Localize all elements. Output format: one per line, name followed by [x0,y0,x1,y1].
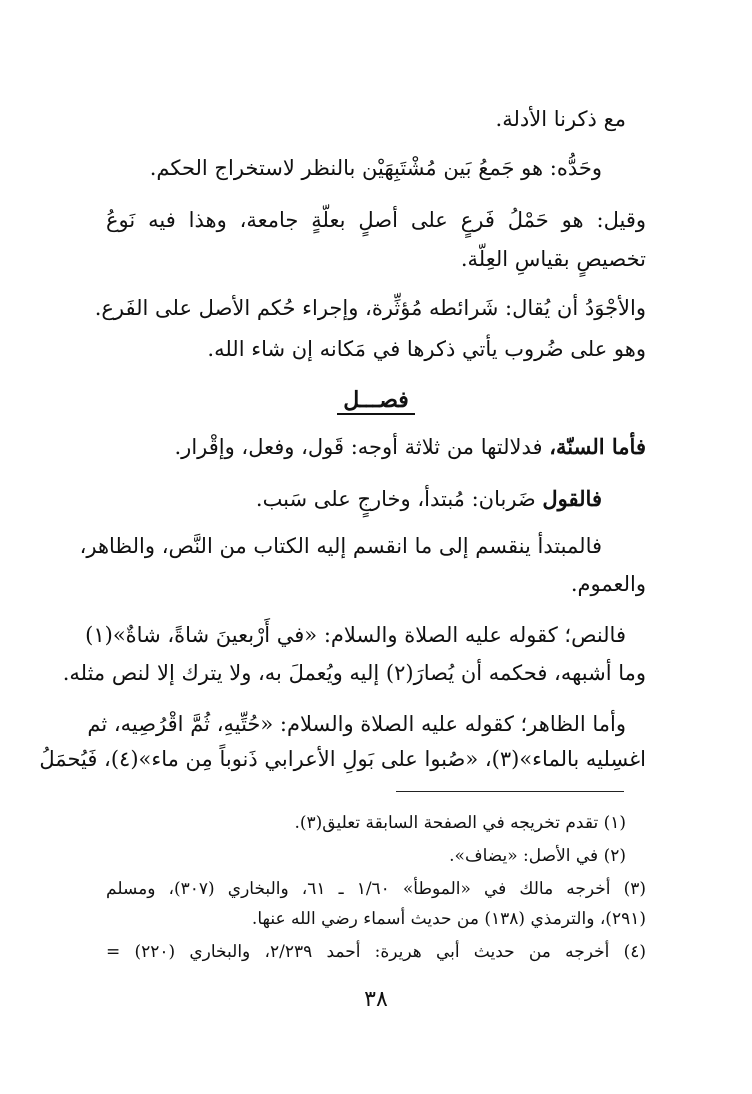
line-text: فدلالتها من ثلاثة أوجه: قَول، وفعل، وإقْرار. [174,435,550,459]
text-line [106,484,602,514]
text-line: فالمبتدأ ينقسم إلى ما انقسم إليه الكتاب من النَّص، والظاهر، [79,534,602,558]
line-text: ضَربان: مُبتدأ، وخارجٍ على سَبب. [255,487,543,511]
footnote: (٤) أخرجه من حديث أبي هريرة: أحمد ٢/٢٣٩، والبخاري (٢٢٠) = [106,942,646,962]
text-line: والأجْوَدُ أن يُقال: شَرائطه مُؤثِّرة، وإجراء حُكم الأصل على الفَرع. [94,296,646,320]
text-line: فالنص؛ كقوله عليه الصلاة والسلام: «في أَرْبعينَ شاةً، شاةٌ»(١) [85,623,626,647]
page-number: ٣٨ [364,987,388,1012]
text-line: وقيل: هو حَمْلُ فَرعٍ على أصلٍ بعلّةٍ جامعة، وهذا فيه نَوعُ [106,208,646,232]
text-line: والعموم. [570,572,646,596]
text-line: مع ذكرنا الأدلة. [495,107,626,131]
footnote-separator [396,791,624,792]
footnote: (٣) أخرجه مالك في «الموطأ» ١/٦٠ ـ ٦١، والبخاري (٣٠٧)، ومسلم [106,879,647,899]
text-line: وحَدُّه: هو جَمعُ بَين مُشْتَبِهَيْن بالنظر لاستخراج الحكم. [149,156,602,180]
text-line: اغسِليه بالماء»(٣)، «صُبوا على بَولِ الأعرابي ذَنوباً مِن ماء»(٤)، فَيُحمَلُ [39,747,646,771]
bold-term: فالقول [542,486,602,511]
text-line: تخصيصٍ بقياسِ العِلّة. [460,247,646,271]
footnote: (٢) في الأصل: «يضاف». [449,846,626,866]
text-line: وهو على ضُروب يأتي ذكرها في مَكانه إن شاء الله. [207,337,646,361]
footnote-continuation: (٢٩١)، والترمذي (١٣٨) من حديث أسماء رضي الله عنها. [251,909,646,929]
section-heading [0,385,752,415]
bold-term: فأما السنّة، [549,434,646,459]
section-title: فصـــل [337,387,415,415]
text-line: وأما الظاهر؛ كقوله عليه الصلاة والسلام: «حُتِّيهِ، ثُمَّ اقْرُصِيه، ثم [87,712,626,736]
text-line: وما أشبهه، فحكمه أن يُصارَ(٢) إليه ويُعملَ به، ولا يترك إلا لنص مثله. [62,661,646,685]
footnote: (١) تقدم تخريجه في الصفحة السابقة تعليق(٣). [294,813,626,833]
text-line [106,432,646,462]
